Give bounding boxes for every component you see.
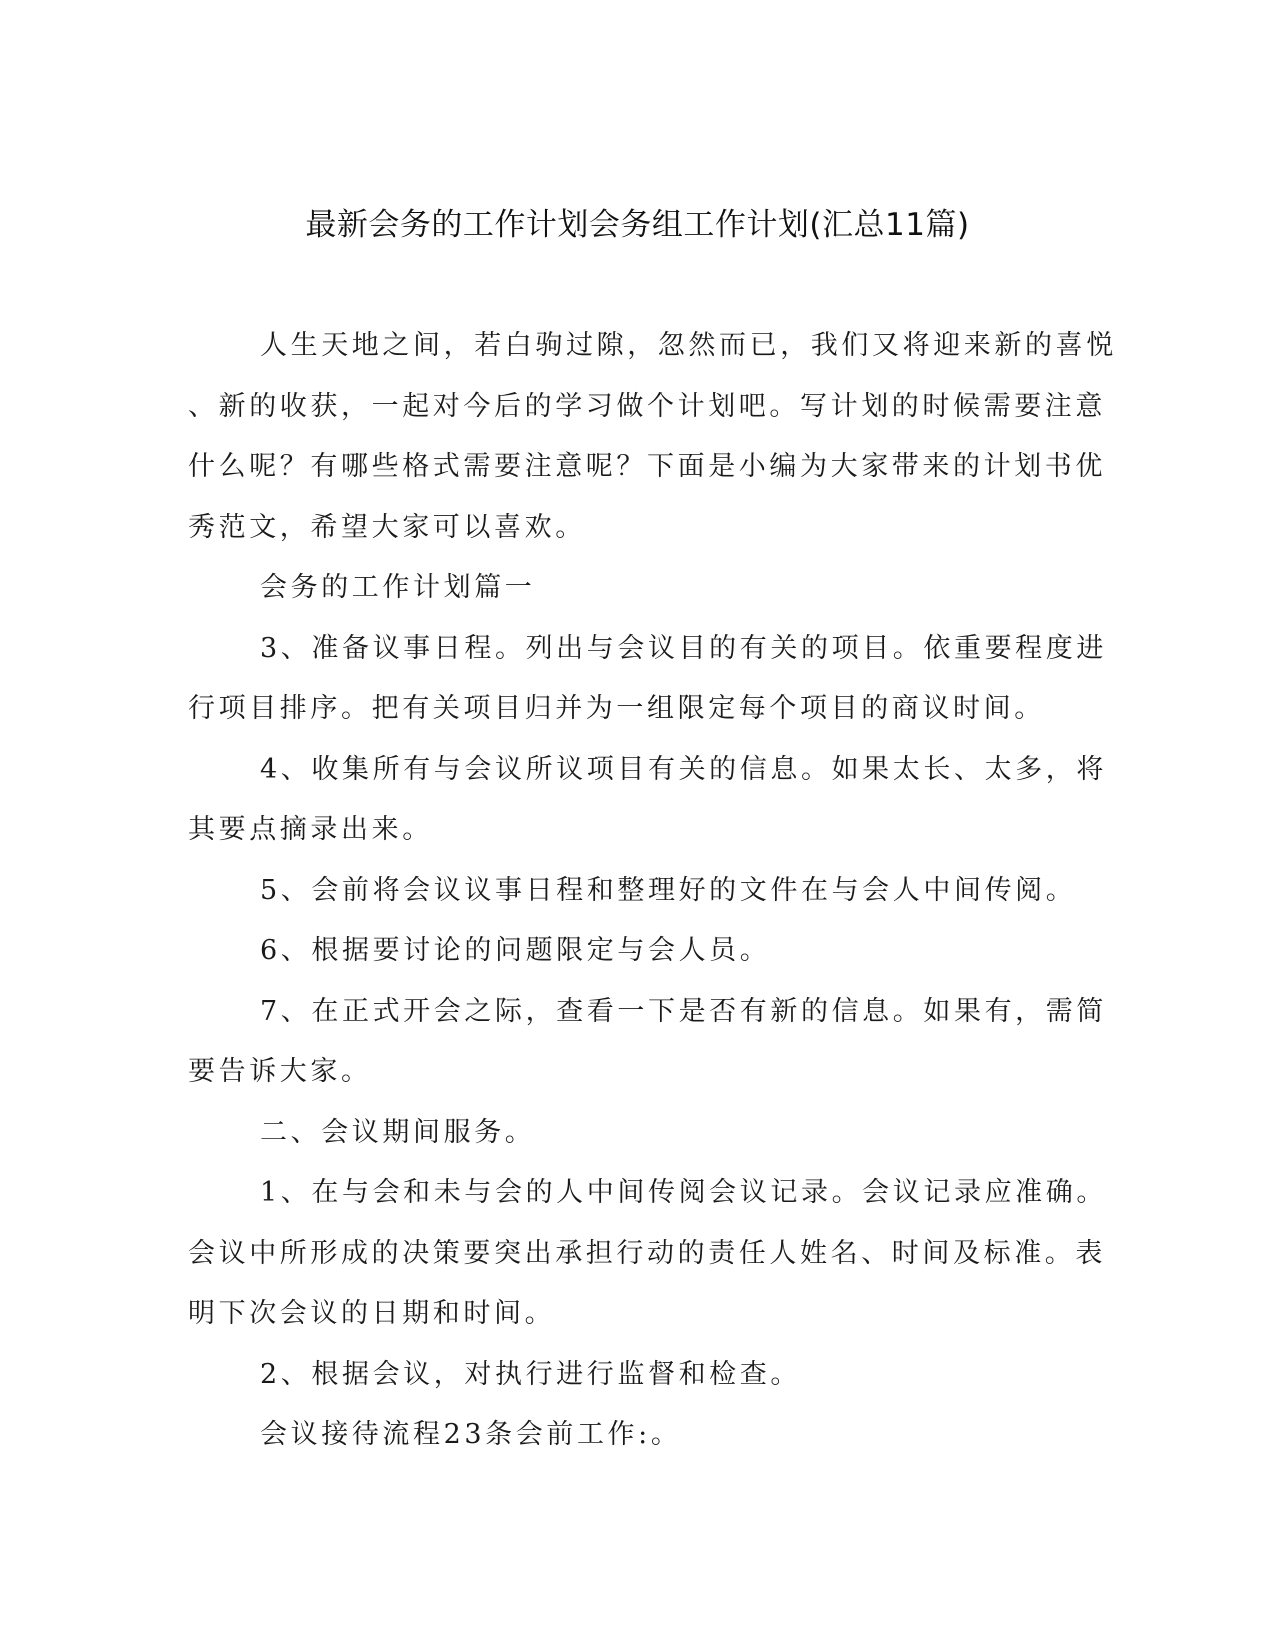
body-line: 2、根据会议，对执行进行监督和检查。 <box>260 1358 801 1390</box>
body-line: 人生天地之间，若白驹过隙，忽然而已，我们又将迎来新的喜悦 <box>260 330 1117 361</box>
body-line: 行项目排序。把有关项目归并为一组限定每个项目的商议时间。 <box>188 693 1045 724</box>
document-body <box>188 316 1117 1466</box>
section-heading: 二、会议期间服务。 <box>260 1116 536 1148</box>
body-line: 5、会前将会议议事日程和整理好的文件在与会人中间传阅。 <box>260 874 1077 906</box>
body-line: 4、收集所有与会议所议项目有关的信息。如果太长、太多，将 <box>260 753 1107 785</box>
document-title: 最新会务的工作计划会务组工作计划(汇总11篇) <box>305 207 970 243</box>
body-line: 1、在与会和未与会的人中间传阅会议记录。会议记录应准确。 <box>260 1177 1107 1208</box>
body-line: 会议中所形成的决策要突出承担行动的责任人姓名、时间及标准。表 <box>188 1237 1106 1269</box>
body-line: 3、准备议事日程。列出与会议目的有关的项目。依重要程度进 <box>260 632 1107 664</box>
body-line: 6、根据要讨论的问题限定与会人员。 <box>260 935 771 966</box>
body-line: 、新的收获，一起对今后的学习做个计划吧。写计划的时候需要注意 <box>188 390 1106 422</box>
body-line: 其要点摘录出来。 <box>188 814 433 845</box>
body-line: 什么呢？有哪些格式需要注意呢？下面是小编为大家带来的计划书优 <box>188 451 1106 482</box>
body-line: 明下次会议的日期和时间。 <box>188 1298 556 1329</box>
body-line: 7、在正式开会之际，查看一下是否有新的信息。如果有，需简 <box>260 995 1107 1027</box>
body-line: 秀范文，希望大家可以喜欢。 <box>188 511 586 543</box>
body-line: 会议接待流程23条会前工作:。 <box>260 1419 682 1450</box>
section-heading: 会务的工作计划篇一 <box>260 572 536 603</box>
body-line: 要告诉大家。 <box>188 1056 372 1087</box>
